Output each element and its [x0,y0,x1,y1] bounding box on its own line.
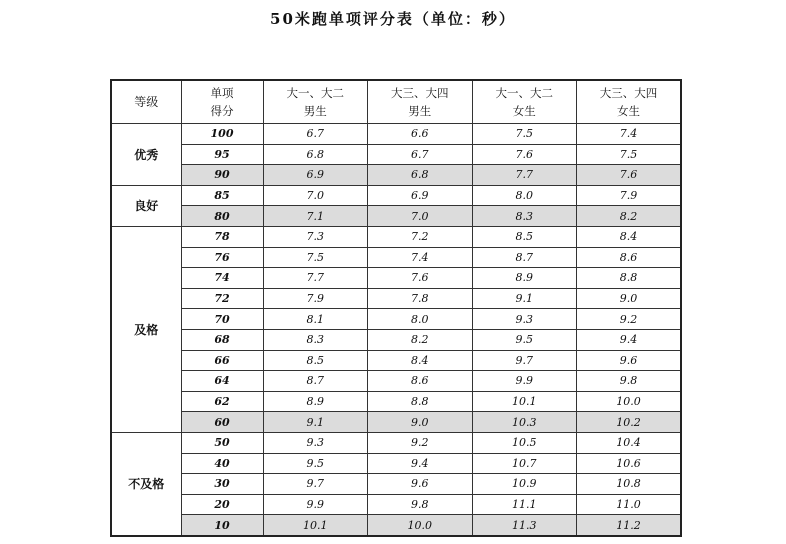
table-row [111,165,681,186]
time-cell: 6.7 [263,124,368,145]
time-cell: 10.5 [472,432,577,453]
time-cell: 10.0 [577,391,682,412]
time-cell: 9.8 [368,494,473,515]
table-row [111,474,681,495]
time-cell: 8.4 [368,350,473,371]
time-cell: 6.9 [368,185,473,206]
time-cell: 9.9 [472,371,577,392]
time-cell: 8.6 [368,371,473,392]
grade-cell: 不及格 [111,432,181,535]
time-cell: 9.2 [577,309,682,330]
time-cell: 7.6 [577,165,682,186]
time-cell: 9.6 [577,350,682,371]
table-row [111,329,681,350]
time-cell: 10.1 [472,391,577,412]
table-row [111,391,681,412]
time-cell: 7.1 [263,206,368,227]
time-cell: 11.2 [577,515,682,536]
time-cell: 10.7 [472,453,577,474]
time-cell: 9.1 [472,288,577,309]
header-col-line2: 女生 [512,104,536,118]
time-cell: 9.5 [263,453,368,474]
score-cell: 72 [181,288,263,309]
time-cell: 8.9 [263,391,368,412]
score-cell: 40 [181,453,263,474]
table-row [111,350,681,371]
time-cell: 6.7 [368,144,473,165]
time-cell: 11.1 [472,494,577,515]
grade-cell: 及格 [111,226,181,432]
score-cell: 50 [181,432,263,453]
time-cell: 7.5 [263,247,368,268]
table-row [111,432,681,453]
score-cell: 78 [181,226,263,247]
header-score-line2: 得分 [210,104,234,118]
time-cell: 9.8 [577,371,682,392]
header-col-line1: 大三、大四 [599,86,658,100]
time-cell: 10.0 [368,515,473,536]
table-row [111,309,681,330]
time-cell: 6.9 [263,165,368,186]
time-cell: 7.5 [577,144,682,165]
header-col-line1: 大一、大二 [495,86,553,100]
time-cell: 7.7 [263,268,368,289]
table-header [111,80,681,124]
header-col-line2: 男生 [408,104,432,118]
time-cell: 7.9 [577,185,682,206]
table-row [111,288,681,309]
time-cell: 7.9 [263,288,368,309]
header-grade [111,80,181,124]
table-row [111,453,681,474]
time-cell: 8.5 [472,226,577,247]
time-cell: 9.6 [368,474,473,495]
time-cell: 7.0 [368,206,473,227]
time-cell: 9.7 [263,474,368,495]
time-cell: 9.9 [263,494,368,515]
time-cell: 9.0 [577,288,682,309]
time-cell: 8.5 [263,350,368,371]
grade-cell: 优秀 [111,124,181,186]
time-cell: 8.2 [368,329,473,350]
time-cell: 7.8 [368,288,473,309]
time-cell: 11.3 [472,515,577,536]
score-cell: 74 [181,268,263,289]
time-cell: 8.4 [577,226,682,247]
time-cell: 9.3 [263,432,368,453]
table-row [111,144,681,165]
time-cell: 8.8 [368,391,473,412]
table-row [111,247,681,268]
time-cell: 7.4 [368,247,473,268]
time-cell: 8.8 [577,268,682,289]
table-row [111,268,681,289]
score-cell: 95 [181,144,263,165]
time-cell: 11.0 [577,494,682,515]
table-row [111,226,681,247]
time-cell: 8.0 [368,309,473,330]
table-row [111,124,681,145]
header-col-3 [472,80,577,124]
header-col-4 [577,80,682,124]
page-title: 50米跑单项评分表（单位：秒） [270,10,516,28]
time-cell: 8.0 [472,185,577,206]
time-cell: 10.8 [577,474,682,495]
score-cell: 70 [181,309,263,330]
time-cell: 9.3 [472,309,577,330]
time-cell: 7.7 [472,165,577,186]
time-cell: 9.1 [263,412,368,433]
time-cell: 8.3 [472,206,577,227]
time-cell: 10.4 [577,432,682,453]
time-cell: 7.0 [263,185,368,206]
grade-cell: 良好 [111,185,181,226]
header-col-line1: 大一、大二 [286,86,344,100]
score-cell: 80 [181,206,263,227]
score-cell: 62 [181,391,263,412]
score-cell: 20 [181,494,263,515]
time-cell: 6.8 [263,144,368,165]
time-cell: 9.4 [577,329,682,350]
table-row [111,371,681,392]
score-cell: 66 [181,350,263,371]
header-score-line1: 单项 [210,86,234,100]
score-cell: 85 [181,185,263,206]
table-row [111,515,681,536]
time-cell: 7.3 [263,226,368,247]
score-cell: 64 [181,371,263,392]
score-cell: 68 [181,329,263,350]
time-cell: 8.7 [263,371,368,392]
score-cell: 60 [181,412,263,433]
score-cell: 30 [181,474,263,495]
score-cell: 10 [181,515,263,536]
header-col-1 [263,80,368,124]
time-cell: 9.7 [472,350,577,371]
time-cell: 9.0 [368,412,473,433]
header-col-line2: 男生 [303,104,327,118]
score-table [110,79,682,537]
time-cell: 8.9 [472,268,577,289]
time-cell: 8.2 [577,206,682,227]
score-cell: 76 [181,247,263,268]
time-cell: 10.3 [472,412,577,433]
time-cell: 10.9 [472,474,577,495]
header-col-line2: 女生 [617,104,640,118]
time-cell: 9.4 [368,453,473,474]
time-cell: 8.7 [472,247,577,268]
header-col-2 [368,80,473,124]
header-score [181,80,263,124]
table-row [111,185,681,206]
table-row [111,494,681,515]
time-cell: 10.1 [263,515,368,536]
time-cell: 9.5 [472,329,577,350]
time-cell: 7.6 [368,268,473,289]
time-cell: 6.6 [368,124,473,145]
time-cell: 9.2 [368,432,473,453]
time-cell: 7.4 [577,124,682,145]
header-grade-label: 等级 [134,95,159,109]
time-cell: 10.6 [577,453,682,474]
table-body [111,124,681,536]
time-cell: 7.6 [472,144,577,165]
table-row [111,206,681,227]
time-cell: 8.3 [263,329,368,350]
time-cell: 7.5 [472,124,577,145]
time-cell: 7.2 [368,226,473,247]
score-cell: 100 [181,124,263,145]
header-col-line1: 大三、大四 [391,86,449,100]
time-cell: 6.8 [368,165,473,186]
time-cell: 8.6 [577,247,682,268]
time-cell: 8.1 [263,309,368,330]
score-cell: 90 [181,165,263,186]
table-row [111,412,681,433]
time-cell: 10.2 [577,412,682,433]
